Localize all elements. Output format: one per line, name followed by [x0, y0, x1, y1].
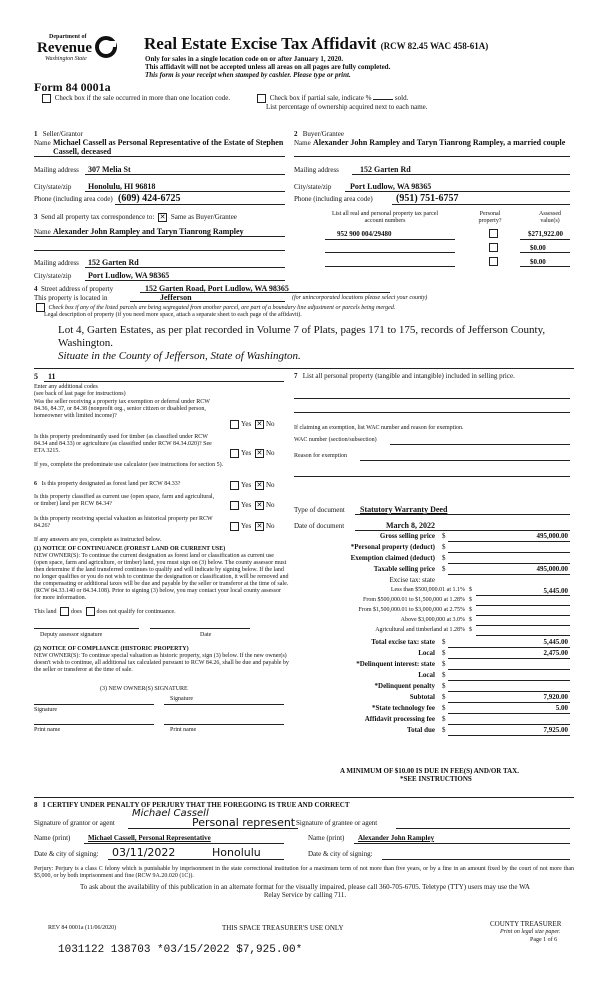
- section-3-text: Send all property tax correspondence to:: [41, 213, 155, 222]
- section-5-q1: Was the seller receiving a property tax exemption or deferral under RCW 84.36, 84.37, or 84.38 (nonprofit org., senior citizen or disabled person, homeowner with limited income)?: [34, 399, 210, 419]
- seller-phone-label: Phone (including area code): [34, 195, 113, 203]
- revision-code: REV 84 0001a (11/06/2020): [48, 925, 117, 931]
- buyer-city-label: City/state/zip: [294, 183, 332, 191]
- assessed-value-header: Assessed value(s): [539, 211, 561, 224]
- section-6-q3-yes[interactable]: [230, 522, 239, 531]
- tax-label: *Delinquent interest: state: [356, 660, 435, 668]
- tax-label: Affidavit processing fee: [364, 715, 435, 723]
- legal-label: Legal description of property (if you need more space, attach a separate sheet to each page of the affidavit).: [44, 312, 302, 318]
- header-note-2: This affidavit will not be accepted unless all areas on all pages are fully completed.: [145, 63, 391, 71]
- buyer-address-label: Mailing address: [294, 166, 339, 174]
- land-qualify: [34, 607, 176, 616]
- yes-label: Yes: [241, 481, 252, 490]
- currency: $: [442, 660, 446, 668]
- exemption-label: If claiming an exemption, list WAC number and reason for exemption.: [294, 425, 464, 431]
- tax-label: From $500,000.01 to $1,500,000 at 1.28%: [363, 597, 465, 603]
- currency: $: [442, 638, 446, 646]
- agency-state: Washington State: [45, 56, 87, 62]
- no-label: No: [265, 449, 275, 458]
- owner-signature-label-1: Signature: [34, 707, 57, 713]
- section-5-q2: Is this property predominantly used for timber (as classified under RCW 84.34 and 84.33) or agriculture (as classified under RCW 84.34.020)? See ETA 3215.: [34, 434, 212, 454]
- grantor-date[interactable]: 03/11/2022: [112, 846, 176, 859]
- section-1-number: 1: [34, 130, 38, 138]
- doc-type-label: Type of document: [294, 506, 345, 514]
- section-7-text: List all personal property (tangible and intangible) included in selling price.: [302, 372, 515, 380]
- assessed-value-1[interactable]: $271,922.00: [528, 230, 563, 238]
- assessed-value-3[interactable]: $0.00: [530, 258, 546, 266]
- seller-address[interactable]: 307 Melia St: [88, 165, 131, 174]
- doc-date-label: Date of document: [294, 522, 345, 530]
- yes-label: Yes: [241, 522, 252, 531]
- section-5-code[interactable]: 11: [48, 372, 56, 381]
- form-title-ref: (RCW 82.45 WAC 458-61A): [380, 41, 489, 51]
- tax-label: From $1,500,000.01 to $3,000,000 at 2.75%: [358, 607, 465, 613]
- form-title-text: Real Estate Excise Tax Affidavit: [144, 34, 377, 53]
- section-6-q2-answer: [228, 501, 275, 510]
- section-7-label: [294, 372, 569, 380]
- does-not-label: does not qualify for continuance.: [96, 608, 176, 615]
- tax-value[interactable]: 5,445.00: [543, 638, 568, 646]
- parcel-header: List all real and personal property tax parcel account numbers: [331, 211, 439, 224]
- buyer-heading-label: Buyer/Grantee: [302, 130, 344, 138]
- certify-text: I CERTIFY UNDER PENALTY OF PERJURY THAT THE FOREGOING IS TRUE AND CORRECT: [42, 801, 350, 809]
- grantor-signature-title[interactable]: Personal represent: [192, 816, 296, 829]
- tax-label: Total due: [407, 726, 435, 734]
- buyer-heading: [294, 130, 344, 138]
- grantor-name[interactable]: Michael Cassell, Personal Representative: [88, 834, 211, 842]
- section-6-q1-yes[interactable]: [230, 481, 239, 490]
- print-legal-note: Print on legal size paper.: [500, 929, 561, 935]
- seller-address-label: Mailing address: [34, 166, 79, 174]
- page-number: Page 1 of 6: [530, 937, 558, 943]
- tax-row-excise-state: [294, 576, 570, 586]
- seller-city[interactable]: Honolulu, HI 96818: [88, 182, 156, 191]
- grantee-name-label: Name (print): [308, 834, 345, 842]
- personal-property-checkbox-2[interactable]: [489, 243, 498, 252]
- seller-name-label: Name: [34, 139, 51, 147]
- personal-property-header: Personal property?: [478, 211, 502, 224]
- yes-label: Yes: [241, 449, 252, 458]
- grantor-name-label: Name (print): [34, 834, 71, 842]
- currency: $: [442, 704, 446, 712]
- section-6-q2-yes[interactable]: [230, 501, 239, 510]
- section-2-number: 2: [294, 130, 298, 138]
- partial-sale-label: Check box if partial sale, indicate %: [269, 94, 372, 103]
- grantee-date-label: Date & city of signing:: [308, 850, 373, 858]
- currency: $: [442, 682, 446, 690]
- partial-sale-checkbox[interactable]: [257, 94, 266, 103]
- street-label: Street address of property: [41, 285, 114, 293]
- grantor-city[interactable]: Honolulu: [212, 846, 261, 859]
- notice-1-title: (1) NOTICE OF CONTINUANCE (FOREST LAND OR CURRENT USE): [34, 546, 226, 552]
- owner-signature-label-2: Signature: [170, 696, 193, 702]
- section-6-q1-no[interactable]: ✕: [256, 481, 263, 489]
- located-county[interactable]: Jefferson: [160, 293, 192, 302]
- header-note-3: This form is your receipt when stamped by cashier. Please type or print.: [145, 71, 351, 79]
- multi-location-check: [40, 94, 230, 103]
- currency: $: [442, 649, 446, 657]
- section-7-number: 7: [294, 372, 298, 380]
- no-label: No: [265, 481, 275, 490]
- land-label: This land: [34, 608, 57, 615]
- notice-1-text: NEW OWNER(S): To continue the current designation as forest land or classification as current use (open space, farm and agriculture, or timber) land, you must sign on (3) below. The county assessor must then determine if the land transferred continues to qualify and will indicate by signing below. If the land no longer qualifies or you do not wish to continue the designation or classification, it will be removed and the compensating or additional taxes will be due and payable by the seller or transferor at the time of sale. (RCW 84.33.140 or 84.34.108). Prior to signing (3) below, you may contact your local county assessor for more information.: [34, 553, 289, 601]
- grantee-name[interactable]: Alexander John Rampley: [358, 834, 435, 842]
- seller-heading: [34, 130, 83, 138]
- tax-value[interactable]: 7,925.00: [543, 726, 568, 734]
- tax-label: Less than $500,000.01 at 1.1%: [390, 587, 465, 593]
- section-6-q1: [34, 481, 180, 488]
- section-3-city-label: City/state/zip: [34, 272, 72, 280]
- tax-label: Taxable selling price: [373, 565, 435, 573]
- personal-property-checkbox-3[interactable]: [489, 257, 498, 266]
- tax-label: Total excise tax: state: [371, 638, 435, 646]
- tax-value[interactable]: 5.00: [555, 704, 568, 712]
- seller-phone[interactable]: (609) 424-6725: [118, 193, 181, 204]
- tax-label: *Personal property (deduct): [350, 543, 435, 551]
- section-5-q1-no[interactable]: ✕: [256, 420, 263, 428]
- currency: $: [469, 607, 472, 613]
- currency: $: [469, 627, 472, 633]
- section-6-q3: Is this property receiving special valuation as historical property per RCW 84.26?: [34, 516, 213, 529]
- same-as-buyer-label: Same as Buyer/Grantee: [170, 213, 237, 222]
- receipt-stamp: 1031122 138703 *03/15/2022 $7,925.00*: [58, 944, 303, 956]
- currency: $: [442, 565, 446, 573]
- located-note: (for unincorporated locations please select your county): [292, 295, 428, 301]
- buyer-phone[interactable]: (951) 751-6757: [396, 193, 459, 204]
- does-label: does: [71, 608, 82, 615]
- section-3-name[interactable]: Alexander John Rampley and Taryn Tianrong Rampley: [53, 227, 244, 236]
- same-as-buyer-checkbox[interactable]: ✕: [159, 213, 166, 221]
- tax-value[interactable]: 7,920.00: [543, 693, 568, 701]
- currency: $: [442, 543, 446, 551]
- section-6-q2-no[interactable]: ✕: [256, 501, 263, 509]
- section-5-q2-note: If yes, complete the predominate use calculator (see instructions for section 5).: [34, 462, 224, 468]
- segregated-label: Check box if any of the listed parcels are being segregated from another parcel, are part of a boundary line adjustment or parcels being merged.: [48, 304, 396, 311]
- currency: $: [442, 715, 446, 723]
- tax-label: *State technology fee: [372, 704, 435, 712]
- assessed-value-2[interactable]: $0.00: [530, 244, 546, 252]
- located-label: This property is located in: [34, 294, 108, 302]
- seller-name[interactable]: Michael Cassell as Personal Representative of the Estate of Stephen Cassell, deceased: [53, 138, 284, 156]
- deputy-date-label: Date: [200, 632, 212, 638]
- currency: $: [442, 554, 446, 562]
- multi-location-checkbox[interactable]: [42, 94, 51, 103]
- seller-city-label: City/state/zip: [34, 183, 72, 191]
- currency: $: [442, 671, 446, 679]
- section-6-q3-answer: [228, 522, 275, 531]
- partial-sale-sub: List percentage of ownership acquired next to each name.: [266, 103, 428, 111]
- see-instructions-note: *SEE INSTRUCTIONS: [400, 775, 472, 783]
- treasurer-use-label: THIS SPACE TREASURER'S USE ONLY: [222, 924, 344, 932]
- tax-label: Exemption claimed (deduct): [350, 554, 435, 562]
- grantee-signature-label: Signature of grantee or agent: [296, 819, 378, 827]
- see-back-note: (see back of last page for instructions): [34, 391, 126, 397]
- tax-label: Agricultural and timberland at 1.28%: [375, 627, 465, 633]
- section-4-street: [34, 285, 113, 293]
- owner-print-name-1: Print name: [34, 727, 61, 733]
- currency: $: [469, 597, 472, 603]
- section-3-label: [34, 213, 237, 222]
- parcel-number-1[interactable]: 952 900 004/29480: [337, 230, 392, 238]
- currency: $: [442, 726, 446, 734]
- section-5-q1-yes[interactable]: [230, 420, 239, 429]
- reason-label: Reason for exemption: [294, 453, 347, 459]
- yes-label: Yes: [241, 501, 252, 510]
- currency: $: [442, 532, 446, 540]
- alternate-format-notice: To ask about the availability of this publication in an alternate format for the visually impaired, please call 360-705-6705. Teletype (TTY) users may use the WA Relay Service by calling 711.: [80, 883, 530, 899]
- tax-value[interactable]: 5,445.00: [543, 587, 568, 595]
- legal-description[interactable]: Lot 4, Garten Estates, as per plat recorded in Volume 7 of Plats, pages 171 to 175, records of Jefferson County, Washington.: [58, 324, 546, 349]
- seller-heading-label: Seller/Grantor: [42, 130, 83, 138]
- if-yes-note: If any answers are yes, complete as instructed below.: [34, 537, 162, 543]
- section-3-address-label: Mailing address: [34, 259, 79, 267]
- new-owner-signature-heading: (3) NEW OWNER(S) SIGNATURE: [100, 686, 188, 692]
- segregated-check: [34, 303, 395, 312]
- land-does-not-checkbox[interactable]: [86, 607, 95, 616]
- tax-label: Local: [418, 649, 435, 657]
- form-number: Form 84 0001a: [34, 80, 111, 94]
- notice-2-text: NEW OWNER(S): To continue special valuation as historic property, sign (3) below. If the new owner(s) doesn't wish to continue, all additional tax calculated pursuant to RCW 84.26, shall be due and payable by the seller or transferor at the time of sale.: [34, 653, 289, 673]
- section-3-city[interactable]: Port Ludlow, WA 98365: [88, 271, 170, 280]
- tax-label: Subtotal: [409, 693, 435, 701]
- tax-label: *Delinquent penalty: [374, 682, 435, 690]
- doc-type[interactable]: Statutory Warranty Deed: [360, 505, 448, 514]
- segregated-checkbox[interactable]: [36, 303, 45, 312]
- property-street[interactable]: 152 Garten Road, Port Ludlow, WA 98365: [145, 284, 289, 293]
- deputy-signature-label: Deputy assessor signature: [40, 632, 103, 638]
- section-5-q2-answer: [228, 449, 275, 458]
- grantor-signature[interactable]: Michael Cassell: [132, 808, 209, 819]
- owner-print-name-2: Print name: [170, 727, 197, 733]
- grantor-date-label: Date & city of signing:: [34, 850, 99, 858]
- agency-top: Department of: [49, 34, 87, 40]
- section-5-number: 5: [34, 372, 38, 381]
- section-6-q1-text: Is this property designated as forest land per RCW 84.33?: [41, 481, 181, 487]
- section-6-q1-answer: [228, 481, 275, 490]
- buyer-city[interactable]: Port Ludlow, WA 98365: [350, 182, 432, 191]
- header-note-1: Only for sales in a single location code on or after January 1, 2020.: [145, 55, 344, 63]
- doc-date[interactable]: March 8, 2022: [386, 521, 435, 530]
- section-6-q2: Is this property classified as current use (open space, farm and agricultural, or timber) land per RCW 84.34?: [34, 494, 215, 507]
- county-treasurer-label: COUNTY TREASURER: [490, 920, 562, 928]
- section-5-q2-no[interactable]: ✕: [256, 449, 263, 457]
- buyer-phone-label: Phone (including area code): [294, 195, 373, 203]
- tax-value[interactable]: 495,000.00: [536, 532, 568, 540]
- perjury-notice: Perjury: Perjury is a class C felony which is punishable by imprisonment in the state correctional institution for a maximum term of not more than five years, or by a fine in an amount fixed by the court of not more than $5,000, or by both imprisonment and fine (RCW 9A.20.020 (1C)).: [34, 866, 574, 879]
- tax-label: Gross selling price: [379, 532, 435, 540]
- revenue-logo-mark: [95, 36, 117, 58]
- minimum-due-note: A MINIMUM OF $10.00 IS DUE IN FEE(S) AND/OR TAX.: [340, 767, 519, 775]
- multi-location-label: Check box if the sale occurred in more than one location code.: [54, 94, 231, 103]
- section-3-address[interactable]: 152 Garten Rd: [88, 258, 139, 267]
- section-5-q2-yes[interactable]: [230, 449, 239, 458]
- grantor-signature-label: Signature of grantor or agent: [34, 819, 115, 827]
- section-6-q3-no[interactable]: ✕: [256, 522, 263, 530]
- section-8-number: 8: [34, 801, 38, 809]
- tax-label: Local: [418, 671, 435, 679]
- section-3-name-label: Name: [34, 228, 51, 236]
- additional-codes-label: Enter any additional codes: [34, 384, 98, 390]
- buyer-name[interactable]: Alexander John Rampley and Taryn Tianrong Rampley, a married couple: [313, 138, 566, 147]
- no-label: No: [265, 522, 275, 531]
- partial-sale-check: [255, 94, 408, 103]
- section-4-number: 4: [34, 285, 38, 293]
- form-title: [144, 35, 488, 55]
- section-6-number: 6: [34, 481, 37, 487]
- section-3-number: 3: [34, 213, 38, 222]
- personal-property-checkbox-1[interactable]: [489, 229, 498, 238]
- notice-2-title: (2) NOTICE OF COMPLIANCE (HISTORIC PROPERTY): [34, 646, 189, 652]
- tax-label: Excise tax: state: [389, 576, 435, 584]
- agency-name: Revenue: [37, 40, 92, 56]
- no-label: No: [265, 501, 275, 510]
- currency: $: [469, 587, 472, 593]
- tax-value[interactable]: 495,000.00: [536, 565, 568, 573]
- section-5-q1-answer: [228, 420, 275, 429]
- partial-sale-sold: sold.: [394, 94, 409, 103]
- no-label: No: [265, 420, 275, 429]
- tax-label: Above $3,000,000 at 3.0%: [400, 617, 465, 623]
- revenue-logo: [33, 34, 119, 68]
- buyer-address[interactable]: 152 Garten Rd: [360, 165, 411, 174]
- buyer-name-label: Name: [294, 139, 311, 147]
- legal-description-2[interactable]: Situate in the County of Jefferson, State of Washington.: [58, 350, 301, 362]
- tax-value[interactable]: 2,475.00: [543, 649, 568, 657]
- yes-label: Yes: [241, 420, 252, 429]
- land-does-checkbox[interactable]: [60, 607, 69, 616]
- wac-label: WAC number (section/subsection): [294, 437, 377, 443]
- currency: $: [442, 693, 446, 701]
- currency: $: [469, 617, 472, 623]
